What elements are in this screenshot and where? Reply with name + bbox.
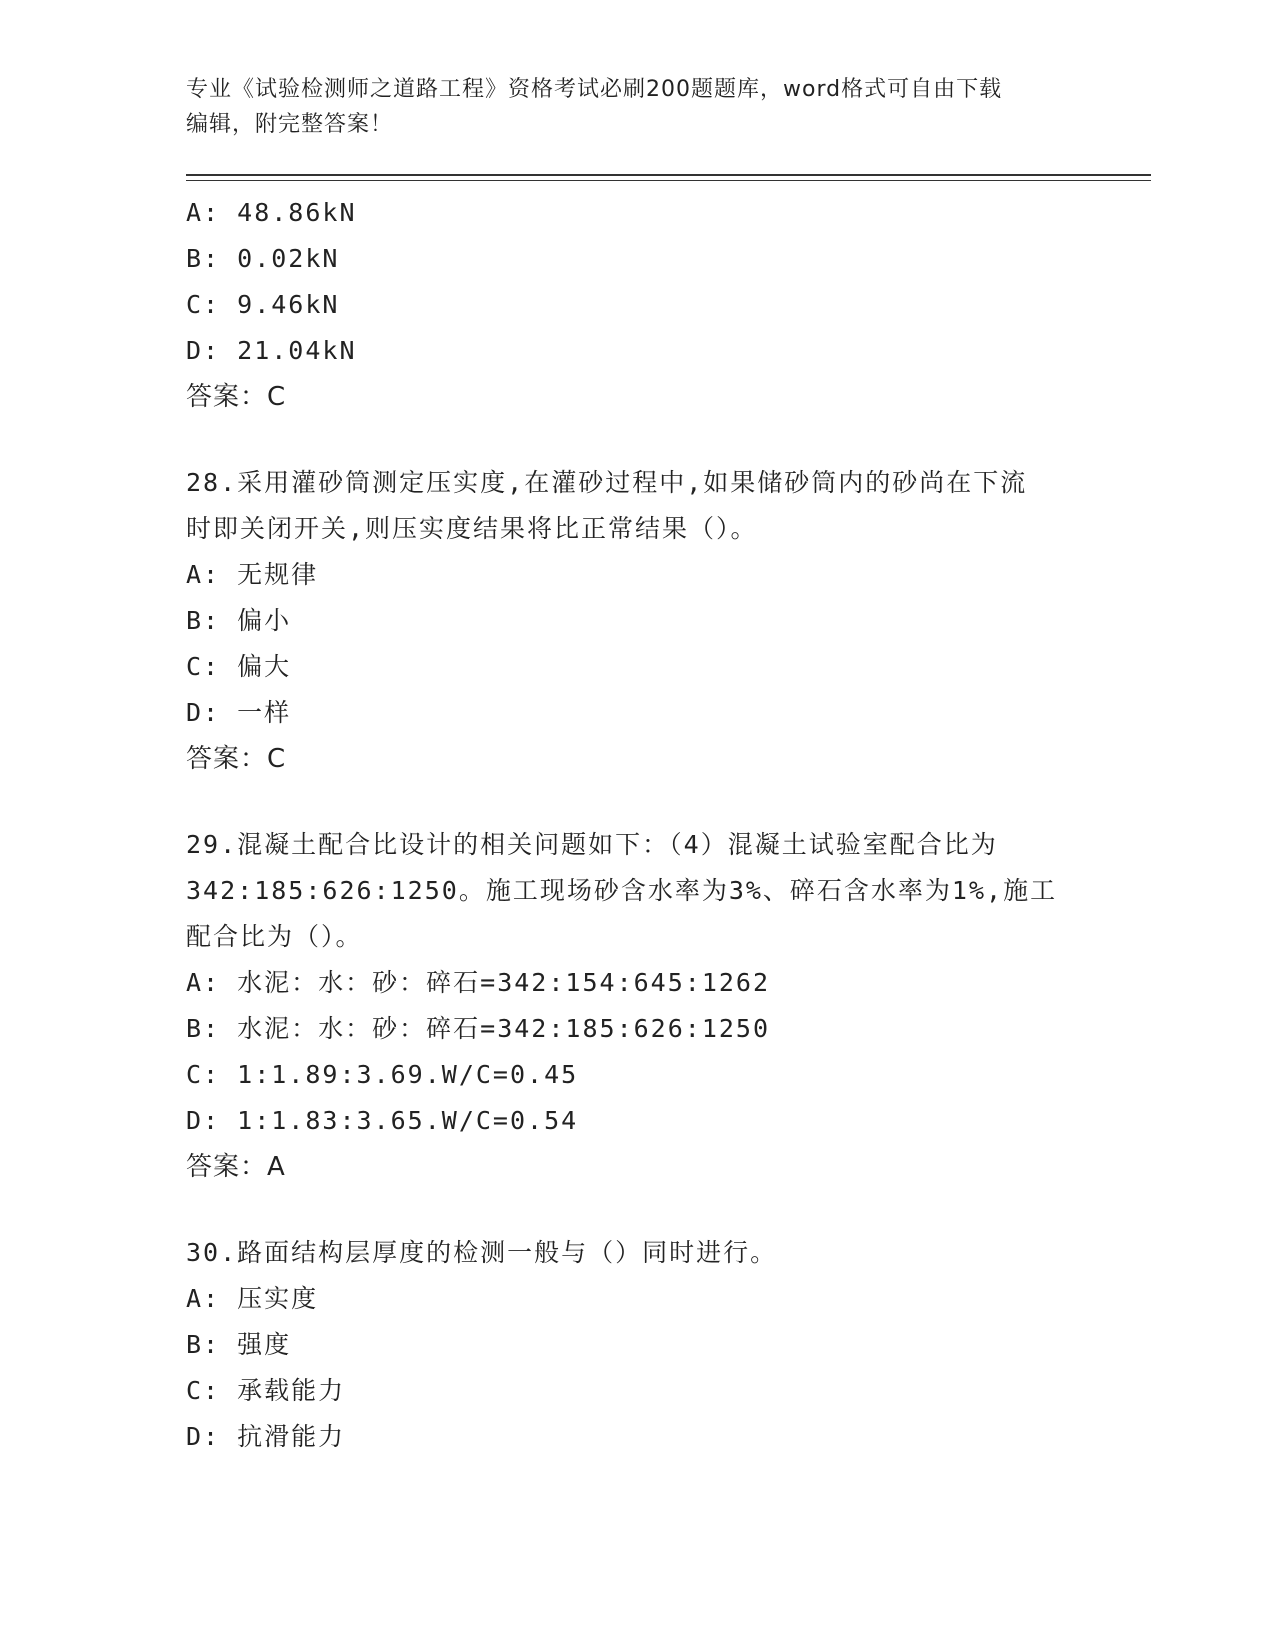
document-header — [186, 72, 1066, 142]
option-c: C: 偏大 — [186, 652, 292, 681]
answer: 答案：A — [186, 1152, 286, 1182]
answer: 答案：C — [186, 382, 287, 412]
option-d: D: 抗滑能力 — [186, 1422, 346, 1451]
spacer — [186, 1190, 1086, 1230]
question-30 — [186, 1230, 1086, 1460]
question-text-line: 342:185:626:1250。施工现场砂含水率为3%、碎石含水率为1%,施工 — [186, 876, 1058, 905]
question-text-line: 28.采用灌砂筒测定压实度,在灌砂过程中,如果储砂筒内的砂尚在下流 — [186, 468, 1028, 497]
spacer — [186, 420, 1086, 460]
option-d: D: 21.04kN — [186, 336, 357, 365]
question-text-line: 29.混凝土配合比设计的相关问题如下：（4）混凝土试验室配合比为 — [186, 830, 998, 859]
option-b: B: 强度 — [186, 1330, 292, 1359]
option-a: A: 无规律 — [186, 560, 319, 589]
question-29 — [186, 822, 1086, 1190]
question-28 — [186, 460, 1086, 782]
option-b: B: 0.02kN — [186, 244, 340, 273]
option-a: A: 48.86kN — [186, 198, 357, 227]
header-title-line-2: 编辑，附完整答案！ — [186, 112, 394, 137]
question-content — [186, 190, 1086, 1460]
option-d: D: 一样 — [186, 698, 292, 727]
header-divider-thin — [186, 180, 1151, 181]
option-b: B: 水泥：水：砂：碎石=342:185:626:1250 — [186, 1014, 771, 1043]
spacer — [186, 782, 1086, 822]
question-text-line: 30.路面结构层厚度的检测一般与（）同时进行。 — [186, 1238, 778, 1267]
option-a: A: 水泥：水：砂：碎石=342:154:645:1262 — [186, 968, 771, 997]
option-b: B: 偏小 — [186, 606, 292, 635]
question-text-line: 配合比为（）。 — [186, 922, 363, 951]
header-divider-thick — [186, 174, 1151, 176]
option-c: C: 9.46kN — [186, 290, 340, 319]
header-title-line-1: 专业《试验检测师之道路工程》资格考试必刷200题题库，word格式可自由下载 — [186, 77, 1003, 102]
option-c: C: 1:1.89:3.69.W/C=0.45 — [186, 1060, 579, 1089]
question-27 — [186, 190, 1086, 420]
answer: 答案：C — [186, 744, 287, 774]
question-text-line: 时即关闭开关,则压实度结果将比正常结果（）。 — [186, 514, 758, 543]
option-a: A: 压实度 — [186, 1284, 319, 1313]
option-c: C: 承载能力 — [186, 1376, 346, 1405]
option-d: D: 1:1.83:3.65.W/C=0.54 — [186, 1106, 579, 1135]
